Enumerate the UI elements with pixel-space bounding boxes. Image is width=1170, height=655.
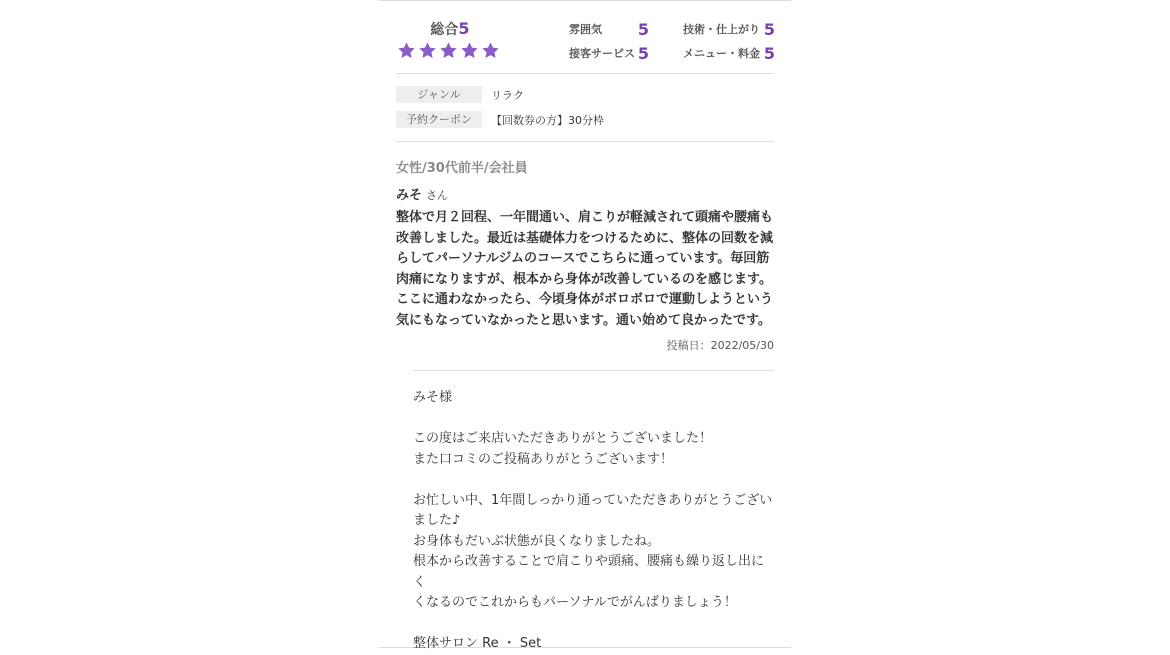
reply-line: この度はご来店いただきありがとうございました！ <box>413 431 713 446</box>
sub-rating-value: 5 <box>763 19 775 39</box>
reply-line: また口コミのご投稿ありがとうございます！ <box>413 451 674 467</box>
review-body <box>396 208 776 331</box>
coupon-key: 予約クーポン <box>396 111 482 128</box>
sub-rating-row <box>569 41 775 65</box>
coupon-link[interactable]: 【回数券の方】30分枠 <box>491 113 604 127</box>
sub-rating-menu-price <box>683 44 775 63</box>
star-icon <box>397 41 416 60</box>
reviewer-attributes: 女性/30代前半/会社員 <box>396 161 528 176</box>
star-icon <box>481 41 500 60</box>
genre-row <box>396 86 524 103</box>
reply-signature: 整体サロン Re ・ Set <box>413 636 542 651</box>
review-line: ここに通わなかったら、今頃身体がボロボロで運動しようという <box>396 292 774 307</box>
sub-rating-technique <box>683 20 775 39</box>
spacer <box>413 409 775 430</box>
salon-reply <box>413 388 775 655</box>
genre-key: ジャンル <box>396 86 482 103</box>
star-rating <box>397 41 503 60</box>
genre-value: リラク <box>491 88 524 102</box>
sub-rating-label: 接客サービス <box>569 47 635 60</box>
review-line: 整体で月２回程、一年間通い、肩こりが軽減されて頭痛や腰痛も <box>396 210 774 225</box>
overall-rating <box>397 19 503 60</box>
sub-rating-value: 5 <box>763 43 775 63</box>
star-icon <box>460 41 479 60</box>
reply-greeting: みそ様 <box>413 390 453 405</box>
reply-line: ました♪ <box>413 513 461 528</box>
review-card <box>379 0 791 651</box>
reviewer-name <box>396 184 448 203</box>
reviewer-name-text: みそ <box>396 188 423 203</box>
spacer <box>413 470 775 491</box>
star-icon <box>439 41 458 60</box>
reply-line: お忙しい中、1年間しっかり通っていただきありがとうござい <box>413 492 773 508</box>
divider <box>396 73 774 74</box>
sub-rating-label: 技術・仕上がり <box>683 23 760 36</box>
reply-divider <box>413 370 774 371</box>
review-line: らしてパーソナルジムのコースでこちらに通っています。毎回筋 <box>396 251 770 266</box>
divider <box>396 141 774 142</box>
reply-line: くなるのでこれからもパーソナルでがんばりましょう！ <box>413 595 737 610</box>
review-line: 改善しました。最近は基礎体力をつけるために、整体の回数を減 <box>396 230 774 246</box>
review-line: 肉痛になりますが、根本から身体が改善しているのを感じます。 <box>396 271 772 287</box>
reply-line: お身体もだいぶ状態が良くなりましたね。 <box>413 533 661 549</box>
coupon-row <box>396 111 604 128</box>
sub-rating-atmosphere <box>569 20 649 39</box>
star-icon <box>418 41 437 60</box>
overall-score: 5 <box>458 19 470 38</box>
sub-ratings <box>569 17 775 65</box>
sub-rating-value: 5 <box>637 19 649 39</box>
sub-rating-service <box>569 44 649 63</box>
reviewer-suffix: さん <box>426 189 449 202</box>
spacer <box>413 614 775 635</box>
sub-rating-row <box>569 17 775 41</box>
sub-rating-value: 5 <box>637 43 649 63</box>
reply-line: 根本から改善することで肩こりや頭痛、腰痛も繰り返し出にく <box>413 554 765 590</box>
review-line: 気にもなっていなかったと思います。通い始めて良かったです。 <box>396 312 771 328</box>
sub-rating-label: メニュー・料金 <box>683 47 760 60</box>
post-date: 投稿日：2022/05/30 <box>666 339 774 352</box>
sub-rating-label: 雰囲気 <box>569 23 602 36</box>
overall-label: 総合5 <box>430 19 470 38</box>
